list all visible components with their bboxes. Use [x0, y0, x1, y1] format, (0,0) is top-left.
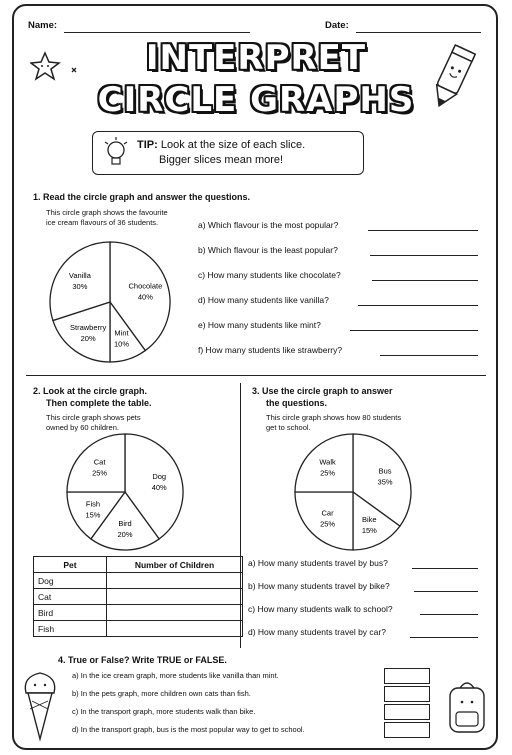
- question-text: b) How many students travel by bike?: [248, 581, 390, 591]
- section-3-heading-1: 3. Use the circle graph to answer: [252, 386, 393, 396]
- date-field[interactable]: [356, 32, 481, 33]
- slice-value-label: 20%: [80, 334, 96, 344]
- slice-label: Cat: [93, 457, 106, 467]
- slice-label: Bird: [118, 518, 132, 528]
- slice-label: Dog: [152, 471, 167, 481]
- slice-value-label: 20%: [117, 529, 133, 539]
- answer-line[interactable]: [412, 568, 478, 569]
- slice-value-label: 40%: [137, 292, 153, 302]
- table-row: [34, 589, 243, 605]
- question-text: b) Which flavour is the least popular?: [198, 245, 338, 255]
- answer-line[interactable]: [370, 255, 478, 256]
- question-text: e) How many students like mint?: [198, 320, 321, 330]
- slice-value-label: 30%: [72, 282, 88, 292]
- pet-cell: Dog: [34, 573, 107, 589]
- section-1-desc-2: ice cream flavours of 36 students.: [46, 218, 159, 227]
- tip-label: TIP:: [137, 139, 158, 151]
- pet-cell: Cat: [34, 589, 107, 605]
- section-3-desc-1: This circle graph shows how 80 students: [266, 413, 402, 422]
- question-text: c) How many students like chocolate?: [198, 270, 341, 280]
- table-row: [34, 605, 243, 621]
- pet-cell: Fish: [34, 621, 107, 637]
- slice-value-label: 40%: [151, 482, 167, 492]
- tip-line-1: Look at the size of each slice.: [160, 139, 306, 151]
- question-text: d) How many students travel by car?: [248, 627, 386, 637]
- count-input[interactable]: [107, 605, 243, 621]
- count-input[interactable]: [107, 589, 243, 605]
- lightbulb-icon: [101, 136, 131, 170]
- section-1-desc-1: This circle graph shows the favourite: [46, 208, 168, 217]
- slice-value-label: 25%: [320, 468, 336, 478]
- section-3-desc-2: get to school.: [266, 423, 311, 432]
- ice-cream-cone-icon: [20, 665, 60, 745]
- answer-line[interactable]: [368, 230, 478, 231]
- section-2-desc-2: owned by 60 children.: [46, 423, 119, 432]
- table-row: [34, 573, 243, 589]
- answer-line[interactable]: [350, 330, 478, 331]
- divider-1: [26, 375, 486, 376]
- pets-pie-chart: [60, 430, 190, 554]
- tip-line-2: Bigger slices mean more!: [159, 154, 284, 166]
- date-label: Date:: [325, 20, 349, 31]
- true-false-statement: b) In the pets graph, more children own cats than fish.: [72, 689, 251, 698]
- pets-table: [33, 556, 243, 637]
- transport-pie-chart: [286, 430, 420, 554]
- answer-box[interactable]: [384, 686, 430, 702]
- answer-line[interactable]: [380, 355, 478, 356]
- slice-label: Strawberry: [70, 323, 107, 333]
- section-4-heading: 4. True or False? Write TRUE or FALSE.: [58, 655, 227, 665]
- ice-cream-pie-chart: [38, 240, 182, 364]
- question-text: f) How many students like strawberry?: [198, 345, 343, 355]
- table-header-count: Number of Children: [107, 557, 243, 573]
- slice-label: Bus: [378, 466, 392, 476]
- section-2-desc-1: This circle graph shows pets: [46, 413, 141, 422]
- table-row: [34, 621, 243, 637]
- section-1-heading: 1. Read the circle graph and answer the questions.: [33, 192, 251, 202]
- true-false-statement: a) In the ice cream graph, more students like vanilla than mint.: [72, 671, 279, 680]
- section-3-heading-2: the questions.: [266, 398, 328, 408]
- slice-value-label: 35%: [377, 477, 393, 487]
- slice-label: Walk: [319, 457, 336, 467]
- question-text: a) Which flavour is the most popular?: [198, 220, 339, 230]
- slice-value-label: 15%: [361, 526, 377, 536]
- count-input[interactable]: [107, 621, 243, 637]
- count-input[interactable]: [107, 573, 243, 589]
- slice-label: Car: [321, 508, 334, 518]
- answer-line[interactable]: [420, 614, 478, 615]
- title-line-1: INTERPRET: [145, 38, 367, 78]
- tip-box: [92, 131, 364, 175]
- slice-value-label: 25%: [320, 519, 336, 529]
- name-field[interactable]: [64, 32, 250, 33]
- question-text: c) How many students walk to school?: [248, 604, 393, 614]
- slice-label: Mint: [114, 328, 129, 338]
- answer-line[interactable]: [410, 637, 478, 638]
- question-text: d) How many students like vanilla?: [198, 295, 329, 305]
- table-header-pet: Pet: [34, 557, 107, 573]
- slice-label: Fish: [85, 499, 101, 509]
- section-2-heading-2: Then complete the table.: [46, 398, 152, 408]
- answer-box[interactable]: [384, 722, 430, 738]
- true-false-statement: d) In the transport graph, bus is the most popular way to get to school.: [72, 725, 305, 734]
- answer-box[interactable]: [384, 668, 430, 684]
- answer-box[interactable]: [384, 704, 430, 720]
- slice-value-label: 10%: [113, 339, 130, 349]
- true-false-statement: c) In the transport graph, more students walk than bike.: [72, 707, 256, 716]
- pet-cell: Bird: [34, 605, 107, 621]
- slice-label: Chocolate: [128, 281, 163, 291]
- name-label: Name:: [28, 20, 58, 31]
- slice-label: Bike: [362, 515, 377, 525]
- answer-line[interactable]: [372, 280, 478, 281]
- question-text: a) How many students travel by bus?: [248, 558, 388, 568]
- answer-line[interactable]: [358, 305, 478, 306]
- backpack-icon: [445, 678, 489, 736]
- slice-label: Vanilla: [68, 271, 91, 281]
- section-2-heading-1: 2. Look at the circle graph.: [33, 386, 148, 396]
- slice-value-label: 15%: [85, 510, 101, 520]
- slice-value-label: 25%: [92, 468, 108, 478]
- title-line-2: CIRCLE GRAPHS: [97, 80, 415, 120]
- answer-line[interactable]: [414, 591, 478, 592]
